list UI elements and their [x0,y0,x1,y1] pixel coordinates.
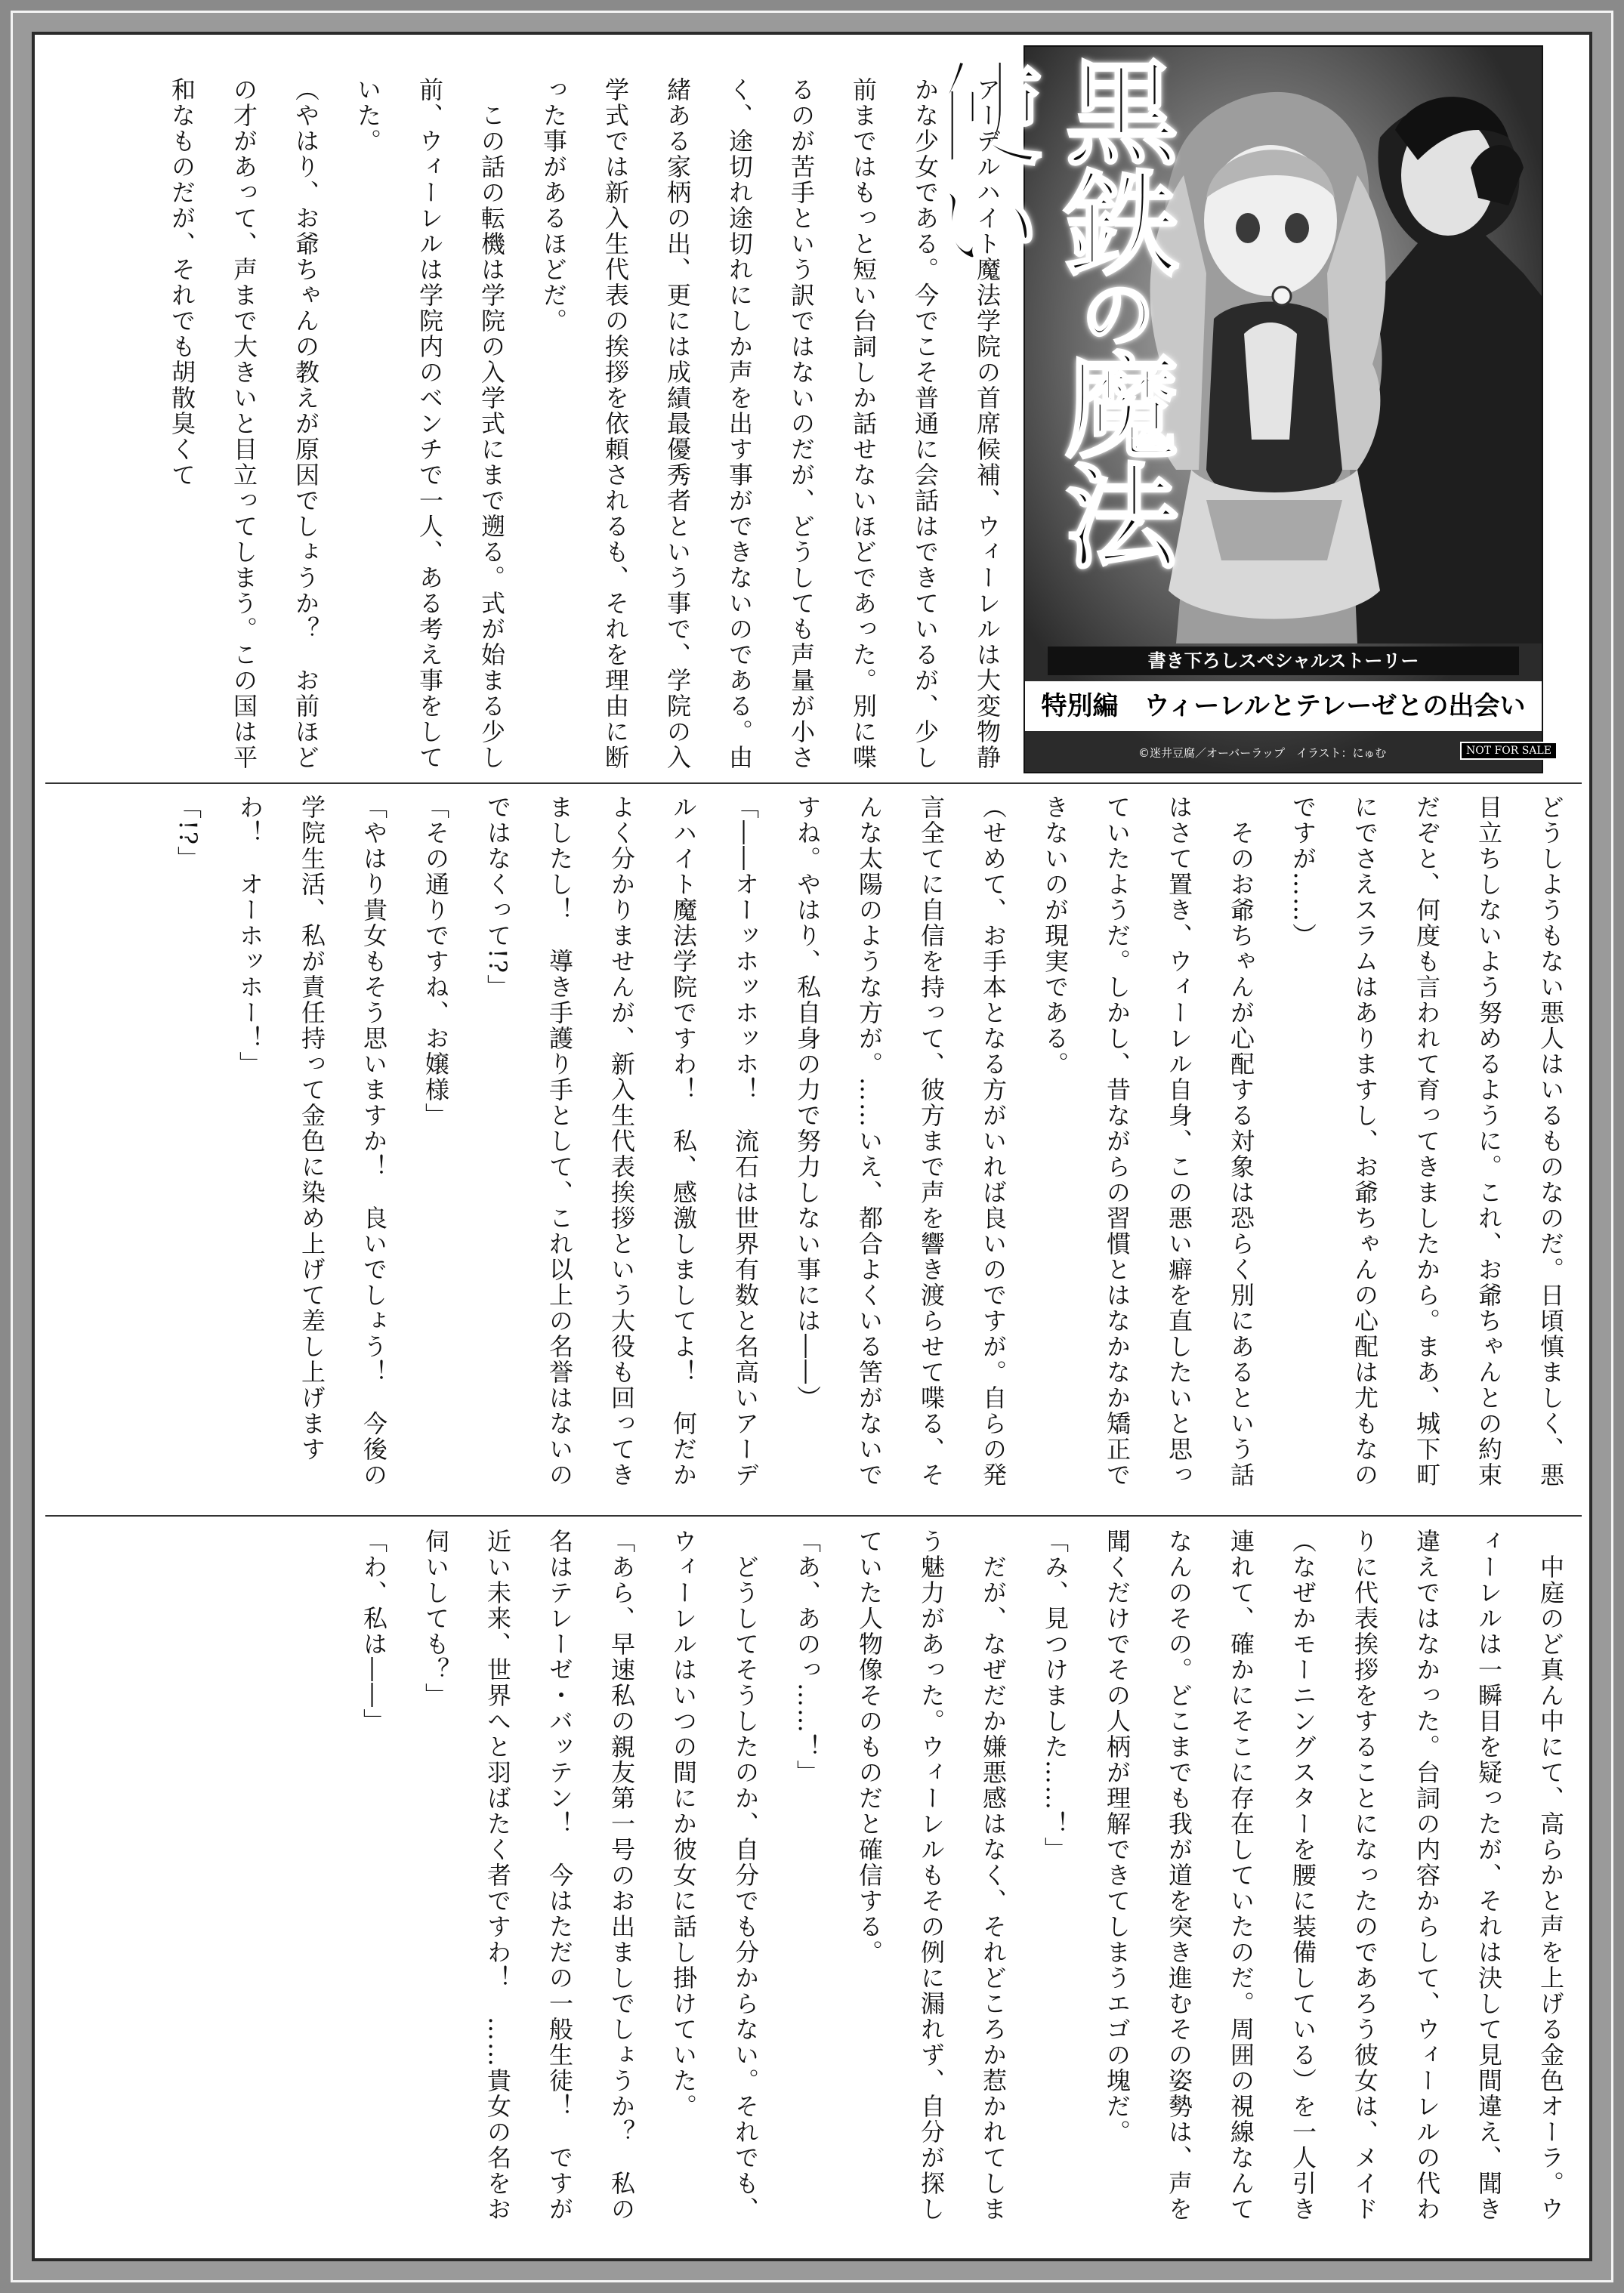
top-left-text [45,77,1018,781]
paragraph: そのお爺ちゃんが心配する対象は恐らく別にあるという話はさて置き、ウィーレル自身、この悪い癖を直したいと思っていたようだ。しかし、昔ながらの習慣とはなかなか矯正できないのが現実である。 [1041,795,1255,1488]
paragraph: 「やはり貴女もそう思いますか！ 良いでしょう！ 今後の学院生活、私が責任持って金色に染め上げて差し上げますわ！ オーホッホー！」 [236,795,388,1488]
paragraph: 「わ、私は――」 [360,1529,388,1734]
paragraph: 「――オーッホッホッホ！ 流石は世界有数と名高いアーデルハイト魔法学院ですわ！ 私、感激しましてよ！ 何だかよく分かりませんが、新入生代表挨拶という大役も回ってきましたし！ 導き手護り手として、これ以上の名誉はないのではなくって!?」 [483,795,760,1488]
paragraph: （せめて、お手本となる方がいれば良いのですが。自らの発言全てに自信を持って、彼方まで声を響き渡らせて喋る、そんな太陽のような方が。……いえ、都合よくいる筈がないですね。やはり、私自身の力で努力しない事には――） [793,795,1008,1488]
paragraph: 「!?」 [174,795,202,872]
paragraph: どうしてそうしたのか、自分でも分からない。それでも、ウィーレルはいつの間にか彼女に話し掛けていた。 [669,1529,760,2222]
paragraph: （やはり、お爺ちゃんの教えが原因でしょうか？ お前ほどの才があって、声まで大きいと目立ってしまう。この国は平和なものだが、それでも胡散臭くて [168,77,320,770]
cover-credit: ©迷井豆腐／オーバーラップ イラスト：にゅむ [1138,746,1387,760]
bottom-text [45,1529,1582,2242]
page [32,32,1592,2261]
section-divider [45,1515,1582,1517]
paragraph: アーデルハイト魔法学院の首席候補、ウィーレルは大変物静かな少女である。今でこそ普通に会話はできているが、少し前まではもっと短い台詞しか話せないほどであった。別に喋るのが苦手という訳ではないのだが、どうしても声量が小さく、途切れ途切れにしか声を出す事ができないのである。由緒ある家柄の出、更には成績最優秀者という事で、学院の入学式では新入生代表の挨拶を依頼されるも、それを理由に断った事があるほどだ。 [539,77,1002,770]
paragraph: 中庭のど真ん中にて、高らかと声を上げる金色オーラ。ウィーレルは一瞬目を疑ったが、それは決して見間違え、聞き違えではなかった。台詞の内容からして、ウィーレルの代わりに代表挨拶をすることになったのであろう彼女は、メイド（なぜかモーニングスターを腰に装備している）を一人引き連れて、確かにそこに存在していたのだ。周囲の視線なんてなんのその。どこまでも我が道を突き進むその姿勢は、声を聞くだけでその人柄が理解できてしまうエゴの塊だ。 [1103,1529,1565,2222]
paragraph: 「み、見つけました……！」 [1041,1529,1070,1862]
cover-banner: 書き下ろしスペシャルストーリー [1048,647,1519,675]
paragraph: 「あ、あのっ……！」 [793,1529,822,1785]
cover-special-title: 特別編 ウィーレルとテレーゼとの出会い [1025,681,1542,731]
paragraph: 「あら、早速私の親友第一号のお出ましでしょうか？ 私の名はテレーゼ・バッテン！ 今はただの一般生徒！ ですが近い未来、世界へと羽ばたく者ですわ！ ……貴女の名をお伺いしても？」 [421,1529,636,2222]
not-for-sale-badge: NOT FOR SALE [1460,742,1558,760]
cover-image [909,45,1551,773]
cover-title: 黒鉄の魔法使い [909,54,1177,568]
paragraph: 「その通りですね、お嬢様」 [421,795,450,1128]
paragraph: この話の転機は学院の入学式にまで遡る。式が始まる少し前、ウィーレルは学院内のベンチで一人、ある考え事をしていた。 [354,77,506,770]
section-divider [45,782,1582,784]
middle-text [45,795,1582,1508]
paragraph: どうしようもない悪人はいるものなのだ。日頃慎ましく、悪目立ちしないよう努めるように。これ、お爺ちゃんとの約束だぞと、何度も言われて育ってきましたから。まあ、城下町にでさえスラムはありますし、お爺ちゃんの心配は尤もなのですが……） [1289,795,1565,1488]
paragraph: だが、なぜだか嫌悪感はなく、それどころか惹かれてしまう魅力があった。ウィーレルもその例に漏れず、自分が探していた人物像そのものだと確信する。 [855,1529,1008,2222]
